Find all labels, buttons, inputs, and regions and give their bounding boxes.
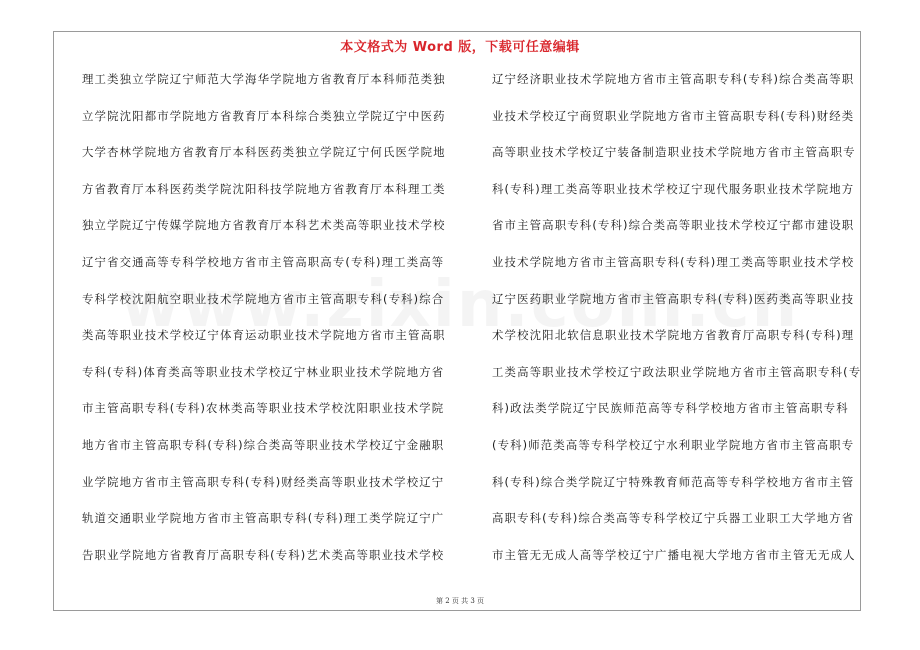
text-line: 辽宁省交通高等专科学校地方省市主管高职高专(专科)理工类高等 <box>82 254 445 269</box>
text-line: 市主管高职专科(专科)农林类高等职业技术学校沈阳职业技术学院 <box>82 401 445 416</box>
text-line: 立学院沈阳都市学院地方省教育厅本科综合类独立学院辽宁中医药 <box>82 108 446 123</box>
text-line: 辽宁经济职业技术学院地方省市主管高职专科(专科)综合类高等职 <box>492 72 855 86</box>
text-line: 告职业学院地方省教育厅高职专科(专科)艺术类高等职业技术学校 <box>82 547 445 562</box>
right-text-column <box>492 69 864 581</box>
text-line: (专科)师范类高等专科学校辽宁水利职业学院地方省市主管高职专 <box>492 437 855 452</box>
text-line: 高等职业技术学校辽宁装备制造职业技术学院地方省市主管高职专 <box>492 145 856 160</box>
text-line: 科)政法类学院辽宁民族师范高等专科学校地方省市主管高职专科 <box>492 401 849 416</box>
text-line: 专科学校沈阳航空职业技术学院地方省市主管高职专科(专科)综合 <box>82 291 445 306</box>
text-line: 业技术学校辽宁商贸职业学院地方省市主管高职专科(专科)财经类 <box>492 108 855 123</box>
page-number-footer: 第 2 页 共 3 页 <box>435 597 485 605</box>
text-line: 工类高等职业技术学校辽宁政法职业学院地方省市主管高职专科(专 <box>492 364 862 379</box>
text-line: 大学杏林学院地方省教育厅本科医药类独立学院辽宁何氏医学院地 <box>82 145 446 160</box>
text-line: 辽宁医药职业学院地方省市主管高职专科(专科)医药类高等职业技 <box>492 291 855 306</box>
left-text-column <box>82 69 450 581</box>
text-line: 轨道交通职业学院地方省市主管高职专科(专科)理工类学院辽宁广 <box>82 511 445 526</box>
text-line: 省市主管高职专科(专科)综合类高等职业技术学校辽宁都市建设职 <box>492 218 855 233</box>
header-title: 本文格式为 Word 版，下载可任意编辑 <box>340 40 580 55</box>
text-line: 科(专科)综合类学院辽宁特殊教育师范高等专科学校地方省市主管 <box>492 474 855 489</box>
text-line: 地方省市主管高职专科(专科)综合类高等职业技术学校辽宁金融职 <box>82 437 445 452</box>
text-line: 专科(专科)体育类高等职业技术学校辽宁林业职业技术学院地方省 <box>82 364 445 379</box>
text-line: 术学校沈阳北软信息职业技术学院地方省教育厅高职专科(专科)理 <box>492 328 855 343</box>
text-line: 高职专科(专科)综合类高等专科学校辽宁兵器工业职工大学地方省 <box>492 511 855 526</box>
text-line: 业学院地方省市主管高职专科(专科)财经类高等职业技术学校辽宁 <box>82 474 445 489</box>
text-line: 类高等职业技术学校辽宁体育运动职业技术学院地方省市主管高职 <box>82 328 446 343</box>
text-line: 业技术学院地方省市主管高职专科(专科)理工类高等职业技术学校 <box>492 254 855 269</box>
text-line: 市主管无无成人高等学校辽宁广播电视大学地方省市主管无无成人 <box>492 547 856 562</box>
text-line: 方省教育厅本科医药类学院沈阳科技学院地方省教育厅本科理工类 <box>82 181 446 196</box>
text-line: 理工类独立学院辽宁师范大学海华学院地方省教育厅本科师范类独 <box>82 72 446 86</box>
text-line: 科(专科)理工类高等职业技术学校辽宁现代服务职业技术学院地方 <box>492 181 855 196</box>
text-line: 独立学院辽宁传媒学院地方省教育厅本科艺术类高等职业技术学校 <box>82 218 446 233</box>
